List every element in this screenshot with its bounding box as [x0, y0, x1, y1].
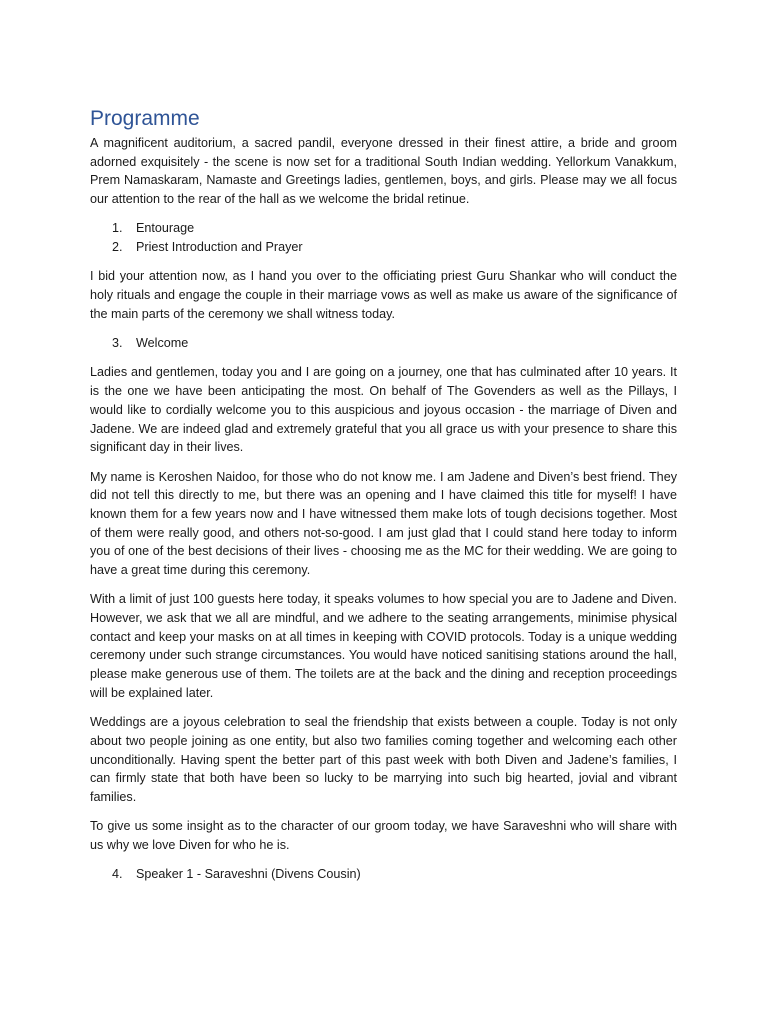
programme-list-1 [90, 219, 677, 256]
list-item [90, 334, 677, 353]
paragraph-mc-intro: My name is Keroshen Naidoo, for those who do not know me. I am Jadene and Diven’s best friend. They did not tell this directly to me, but there was an opening and I have claimed this title for myself! I have known them for a few years now and I have witnessed them make lots of tough decisions together. Most of them were really good, and others not-so-good. I am just glad that I could stand here today to inform you of one of the best decisions of their lives - choosing me as the MC for their wedding. We are going to have a great time during this ceremony. [90, 469, 677, 578]
list-text: Welcome [136, 336, 189, 351]
list-item [90, 219, 677, 238]
list-number: 4. [112, 867, 123, 882]
list-text: Speaker 1 - Saraveshni (Divens Cousin) [136, 867, 361, 882]
page-title: Programme [90, 107, 200, 130]
list-number: 3. [112, 336, 123, 351]
list-text: Entourage [136, 221, 195, 236]
paragraph-groom: To give us some insight as to the character of our groom today, we have Saraveshni who will share with us why we love Diven for who he is. [90, 819, 677, 852]
programme-list-3 [90, 865, 677, 884]
list-number: 2. [112, 240, 123, 255]
list-item [90, 238, 677, 257]
list-item [90, 865, 677, 884]
paragraph-intro: A magnificent auditorium, a sacred pandil, everyone dressed in their finest attire, a bride and groom adorned exquisitely - the scene is now set for a traditional South Indian wedding. Yellorkum Vanakkum, Prem Namaskaram, Namaste and Greetings ladies, gentlemen, boys, and girls. Please may we all focus our attention to the rear of the hall as we welcome the bridal retinue. [90, 136, 677, 207]
paragraph-priest: I bid your attention now, as I hand you over to the officiating priest Guru Shankar who will conduct the holy rituals and engage the couple in their marriage vows as well as make us aware of the significance of the main parts of the ceremony we shall witness today. [90, 269, 677, 321]
paragraph-welcome: Ladies and gentlemen, today you and I are going on a journey, one that has culminated after 10 years. It is the one we have been anticipating the most. On behalf of The Govenders as well as the Pillays, I would like to cordially welcome you to this auspicious and joyous occasion - the marriage of Diven and Jadene. We are indeed glad and extremely grateful that you all grace us with your presence to share this significant day in their lives. [90, 365, 677, 455]
paragraph-celebration: Weddings are a joyous celebration to seal the friendship that exists between a couple. Today is not only about two people joining as one entity, but also two families coming together and welcoming each other unconditionally. Having spent the better part of this past week with both Diven and Jadene’s families, I can firmly state that both have been so lucky to be marrying into such big hearted, jovial and vibrant families. [90, 715, 677, 804]
paragraph-covid: With a limit of just 100 guests here today, it speaks volumes to how special you are to Jadene and Diven. However, we ask that we all are mindful, and we adhere to the seating arrangements, minimise physical contact and keep your masks on at all times in keeping with COVID protocols. Today is a unique wedding ceremony under such strange circumstances. You would have noticed sanitising stations around the hall, please make generous use of them. The toilets are at the back and the dining and reception proceedings will be explained later. [90, 592, 677, 700]
programme-list-2 [90, 334, 677, 353]
document-page [90, 104, 677, 895]
list-number: 1. [112, 221, 123, 236]
list-text: Priest Introduction and Prayer [136, 240, 303, 255]
